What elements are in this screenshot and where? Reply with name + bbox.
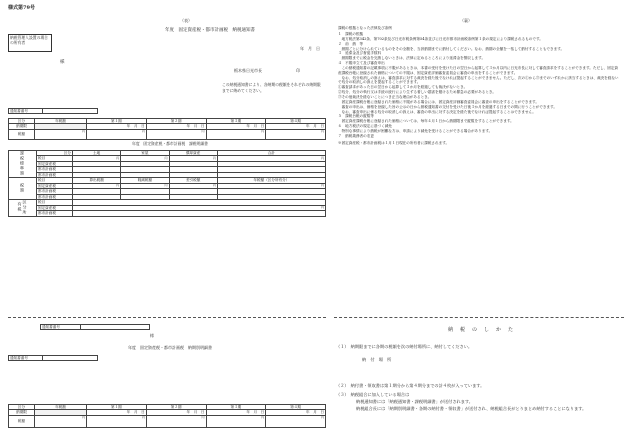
front-sheet-label: （表） xyxy=(180,18,192,23)
r-tax-annual: 円 xyxy=(35,415,87,427)
cell: 円 xyxy=(73,183,121,188)
back-para: 特別な事情により納税が困難な方は、申請により減免を受けることができる場合があります。 xyxy=(338,128,493,133)
cell: 円 xyxy=(169,156,217,161)
detail-table xyxy=(8,150,326,217)
detail-kubun: 区分 xyxy=(37,151,73,156)
row-tax: 税額 xyxy=(9,129,35,139)
row-city-2b: 都市計画税 xyxy=(37,194,73,199)
group-tax: 税額 xyxy=(20,183,25,194)
receipt-table xyxy=(8,404,326,428)
r-deadline-1: 年 月 日 xyxy=(87,410,147,415)
row-city-1: 都市計画税 xyxy=(37,167,73,172)
back-para: 固定資産課税台帳に登録された価格については、毎年４月１日から納期限まで縦覧をすることができます。 xyxy=(338,119,514,124)
cell: 円 xyxy=(217,183,325,188)
notice-number-box xyxy=(8,108,98,114)
r-row-deadline: 納期限 xyxy=(9,410,35,415)
howto-item-3b: 納税組合長には「納期別明細書・各期の納付書・領収書」が送付され、納税組合長がとりまとめ納付することになります。 xyxy=(356,405,587,411)
group-taxbase: 課税標準額 xyxy=(20,150,25,176)
deadline-4: 年 月 日 xyxy=(266,124,326,129)
howto-item-2: （２） 納付書・領収書は第１期分から第４期分までの計４枚が入っています。 xyxy=(336,383,485,389)
r-row-tax: 税額 xyxy=(9,415,35,427)
cell: 円 xyxy=(169,183,217,188)
back-heading: 課税の根拠となった法律及び条例 xyxy=(338,26,392,30)
back-para: ３ 延滞金及び督促手数料 xyxy=(338,51,382,56)
notice-number-value xyxy=(43,109,98,114)
col-period-4: 第４期 xyxy=(266,119,326,124)
tax-annual: 円 xyxy=(35,129,87,139)
issuer: 栃木県日光市長 xyxy=(234,68,262,73)
col-period-1: 第１期 xyxy=(87,119,147,124)
receipt-number-value xyxy=(81,325,150,330)
row-fixed-1: 固定資産税 xyxy=(37,161,73,166)
row-city-1b: 都市計画税 xyxy=(37,172,73,177)
detail-title: 年度 固定資産税・都市計画税 課税明細書 xyxy=(132,141,208,146)
cut-line xyxy=(8,317,326,318)
row-city-2: 都市計画税 xyxy=(37,189,73,194)
tax-1: 円 xyxy=(87,129,147,139)
back-para: 納期ごとに分けられているものをその全額を、当該納期までに納付してください。なお、納期の全額を一括して納付することもできます。 xyxy=(338,46,565,51)
back-para: ③その他裁決を経ないことにつき正当な理由があるとき。 xyxy=(338,94,432,99)
cell: 円 xyxy=(217,156,325,161)
r-tax-1: 円 xyxy=(87,415,147,427)
back-sheet-label: （裏） xyxy=(460,18,472,23)
back-para: １ 課税の根拠 xyxy=(338,32,364,36)
back-para: 地方税法第342条、第702条及び日光市税条例第54条並びに日光市都市計画税条例第１条の規定により課税されるものです。 xyxy=(338,36,543,41)
tax-2: 円 xyxy=(146,129,206,139)
sub-light: 軽減税額 xyxy=(121,178,169,183)
cell xyxy=(73,211,326,216)
receipt-title: 年度 固定資産税・都市計画税 納期別明細書 xyxy=(128,345,212,350)
receipt-number-label: 通知書番号 xyxy=(41,325,81,330)
r-tax-3: 円 xyxy=(206,415,266,427)
item-label-1: 税目 xyxy=(37,156,73,161)
sub-special: 差引税額 xyxy=(169,178,217,183)
back-para: この納税通知書の記載事項に不服があるときは、本書の受付を受けた日の翌日から起算して３か月以内に日光市長に対して審査請求をすることができます。ただし、固定資産課税台帳に登録された価格についての不服は、固定資産評価審査委員会に審査の申出をすることができます。 xyxy=(338,65,619,75)
cat-depreciable: 償却資産 xyxy=(169,151,217,156)
receipt-number-label-2: 通知書番号 xyxy=(9,356,43,361)
notice-text: この納税通知書により、各納期の税額をそれぞれの納期限までに納めてください。 xyxy=(222,82,321,93)
r-deadline-4: 年 月 日 xyxy=(266,410,326,415)
howto-body xyxy=(336,344,616,412)
r-deadline-2: 年 月 日 xyxy=(146,410,206,415)
r-tax-4: 円 xyxy=(266,415,326,427)
back-para: ②処分、処分の執行又は手続の続行により生ずる著しい損害を避けるため緊急の必要があるとき。 xyxy=(338,90,496,95)
issuer-seal: 印 xyxy=(296,68,300,73)
back-para: ５ 課税台帳の縦覧等 xyxy=(338,114,374,119)
group-reduction: 区分所有税 xyxy=(17,199,28,215)
deadline-2: 年 月 日 xyxy=(146,124,206,129)
howto-item-3: （３） 納税組合に加入している場合は xyxy=(336,392,410,398)
back-para: ６ 地方税法の規定に基づく減免 xyxy=(338,124,392,129)
cell: 円 xyxy=(73,156,121,161)
row-fixed-3: 固定資産税 xyxy=(37,205,73,210)
col-period-3: 第３期 xyxy=(206,119,266,124)
cat-land: 土地 xyxy=(73,151,121,156)
receipt-number-value-2 xyxy=(43,356,98,361)
receipt-sama: 様 xyxy=(150,333,154,338)
cut-line-right xyxy=(334,317,624,318)
recipient-suffix: 様 xyxy=(60,60,65,65)
row-city-3: 都市計画税 xyxy=(37,211,73,216)
back-para: なお、審査申出に係る処分の取消しの訴えは、審査の申出に対する決定を経た後でなければ提起することはできません。 xyxy=(338,109,536,114)
howto-item-3a: 納税通知書には「納税通知書・課税明細書」が送付されます。 xyxy=(356,398,473,404)
cell: 円 xyxy=(73,205,326,210)
back-para: 固定資産課税台帳に登録された価格に不服がある場合には、固定資産評価審査委員会に審査の申出をすることができます。 xyxy=(338,99,539,104)
owner-box: 納税管理人設置の場合の所有者 xyxy=(8,34,52,52)
r-col-fiscal: 年税額 xyxy=(35,405,87,410)
cat-house: 家屋 xyxy=(121,151,169,156)
receipt-number-box xyxy=(40,324,150,330)
r-col-3: 第３期 xyxy=(206,405,266,410)
r-deadline-3: 年 月 日 xyxy=(206,410,266,415)
tax-3: 円 xyxy=(206,129,266,139)
col-period-2: 第２期 xyxy=(146,119,206,124)
back-para: 審査の申出は、価格を登録した旨の公示の日から納税通知書の交付を受けた日後３か月を経過する日までの間に行うことができます。 xyxy=(338,104,557,109)
r-tax-2: 円 xyxy=(146,415,206,427)
notice-number-label: 通知書番号 xyxy=(9,109,43,114)
cat-total: 合計 xyxy=(217,151,325,156)
back-para: なお、処分取消しの訴えは、審査請求に対する裁決を経た後でなければ提起することができません。ただし、次の①から③までのいずれかに該当するときは、裁決を経ないで処分の取消しの訴えを提起することができます。 xyxy=(338,75,619,85)
back-para: ４ 不服申立て及び審査申出 xyxy=(338,61,385,66)
r-col-4: 第４期 xyxy=(266,405,326,410)
r-col-1: 第１期 xyxy=(87,405,147,410)
deadline-1: 年 月 日 xyxy=(87,124,147,129)
r-col-2: 第２期 xyxy=(146,405,206,410)
back-para: ２ 前 納 等 xyxy=(338,41,364,46)
back-note: ※固定資産税・都市計画税は１月１日現在の所有者に課税されます。 xyxy=(338,140,450,145)
deadline-3: 年 月 日 xyxy=(206,124,266,129)
issue-date: 年 月 日 xyxy=(300,46,320,51)
howto-item-1: （１） 納期限までに各期の税額を次の納付場所に、納付してください。 xyxy=(336,344,473,349)
back-para: ７ 納税義務者の変更 xyxy=(338,133,374,138)
col-kubun: 区分 xyxy=(9,119,35,124)
cell: 円 xyxy=(121,183,169,188)
receipt-number-box-2 xyxy=(8,355,98,361)
item-label-3: 税目 xyxy=(37,200,73,205)
form-id: 様式第79号 xyxy=(8,5,35,11)
cell: 円 xyxy=(121,156,169,161)
back-paragraphs xyxy=(338,32,620,145)
front-title: 年度 固定資産税・都市計画税 納税通知書 xyxy=(165,28,255,33)
r-col-kubun: 区分 xyxy=(9,405,35,410)
row-deadline: 納期限 xyxy=(9,124,35,129)
installment-table xyxy=(8,118,326,140)
sub-annual: 年税額（区分所有分） xyxy=(217,178,325,183)
row-fixed-2: 固定資産税 xyxy=(37,183,73,188)
col-fiscal-year: 年税額 xyxy=(35,119,87,124)
back-para: 納期限までに税金を完納しないときは、法律に定めるところにより延滞金を徴収します。 xyxy=(338,56,486,61)
sub-calc: 算出税額 xyxy=(73,178,121,183)
tax-4: 円 xyxy=(266,129,326,139)
back-para: ①審査請求があった日の翌日から起算して３か月を経過しても裁決がないとき。 xyxy=(338,85,468,90)
howto-title: 納 税 の し か た xyxy=(448,327,515,333)
howto-payment-place: 納 付 場 所 xyxy=(362,356,392,362)
item-label-2: 税目 xyxy=(37,178,73,183)
